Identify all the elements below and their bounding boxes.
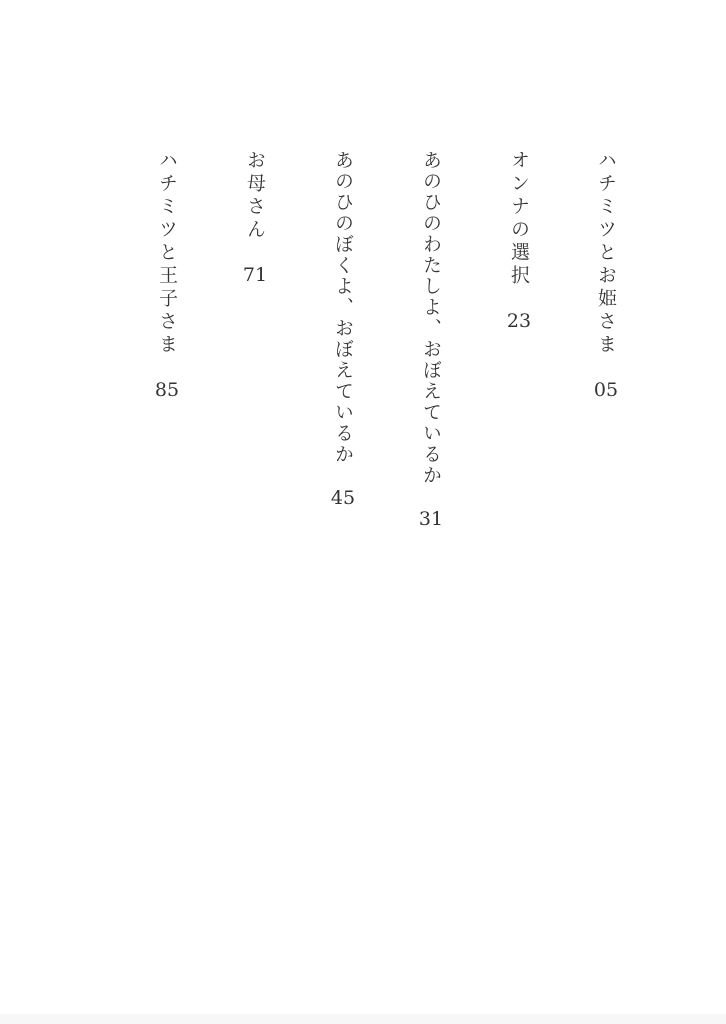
toc-entry-page: 23 [506,310,532,332]
toc-entry-page: 05 [593,379,619,401]
toc-entry [150,150,184,401]
toc-entry-title: オンナの選択 [508,150,530,288]
toc-entry-title: お母さん [244,150,266,242]
toc-entry-page: 31 [418,508,444,530]
toc-entry-page: 71 [242,264,268,286]
toc-entry-title: ハチミツとお姫さま [595,150,617,357]
toc-entry [589,150,623,401]
toc-entry-page: 85 [154,379,180,401]
toc-entry-title: あのひのぼくよ、おぼえているか [332,150,354,465]
page-bottom-edge [0,1014,726,1024]
toc-entry [414,150,448,530]
toc-entry [326,150,360,509]
toc-entry-title: あのひのわたしよ、おぼえているか [420,150,442,486]
toc-entry [502,150,536,332]
toc-entry-page: 45 [330,487,356,509]
toc-entry [238,150,272,286]
toc-entry-title: ハチミツと王子さま [156,150,178,357]
